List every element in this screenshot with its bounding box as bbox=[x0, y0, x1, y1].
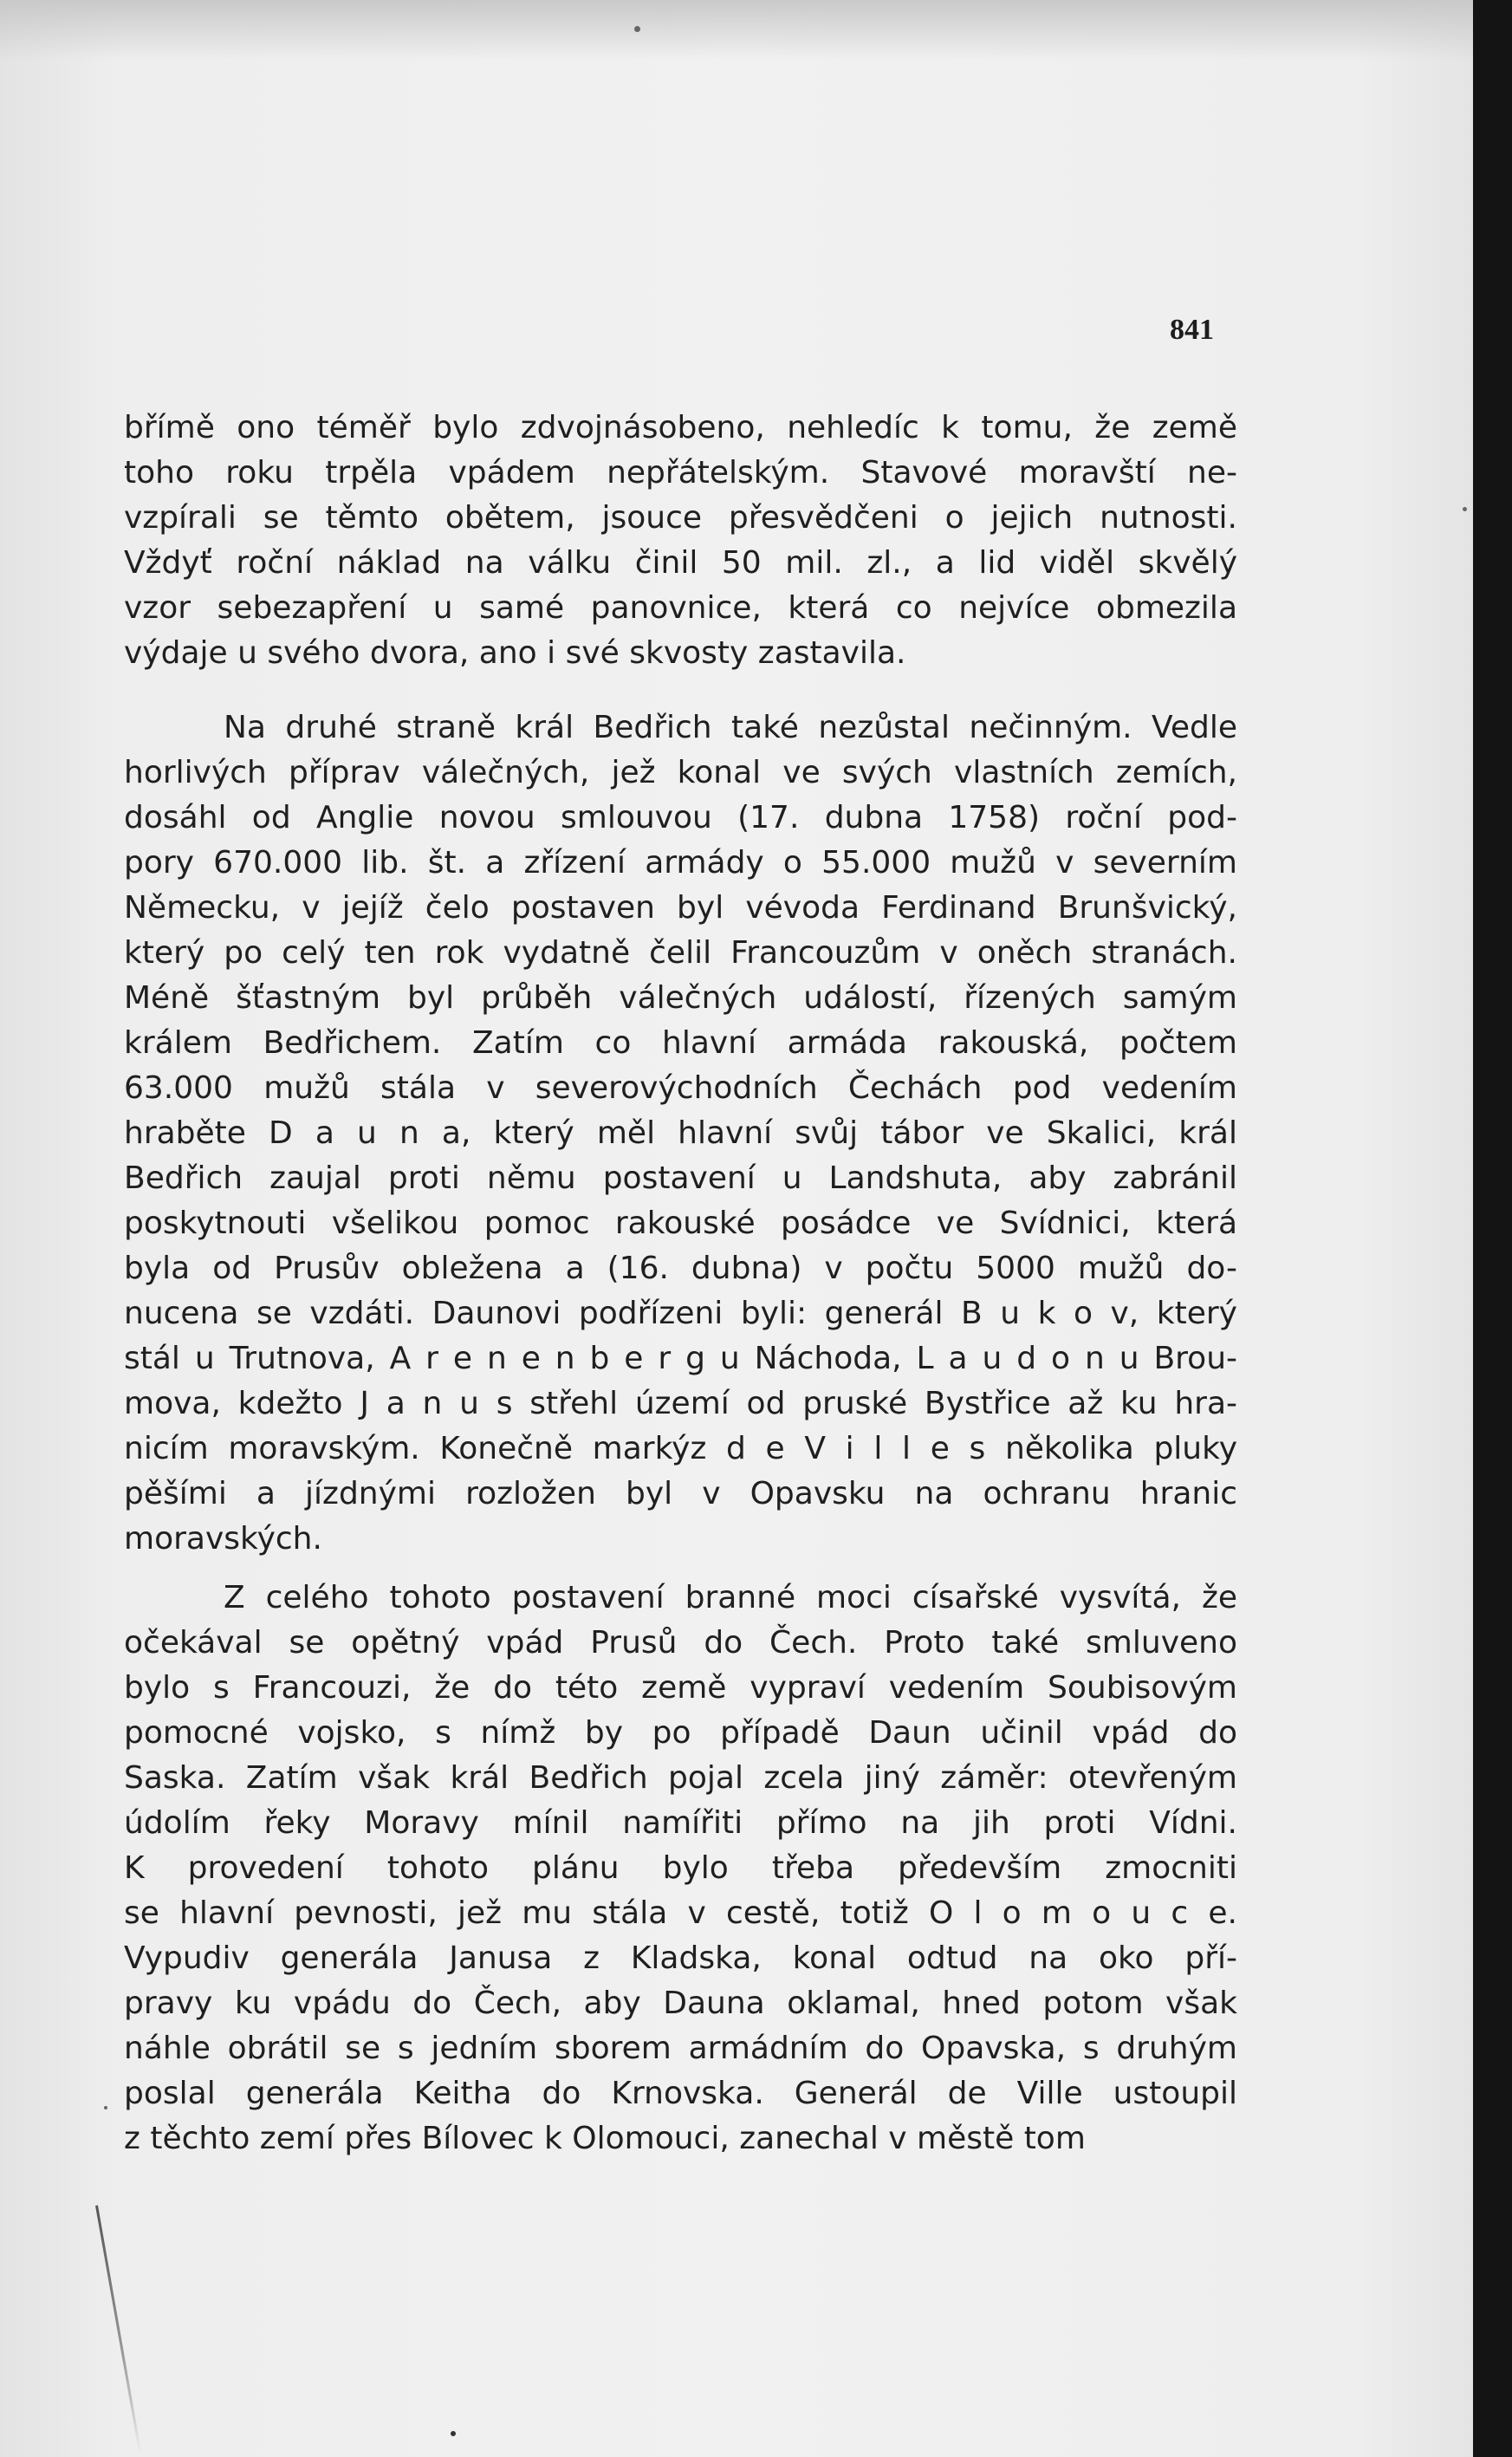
text-line: Německu, v jejíž čelo postaven byl vévoda Ferdinand Brunšvický, bbox=[124, 890, 1237, 926]
text-line: bylo s Francouzi, že do této země vypraví vedením Soubisovým bbox=[124, 1670, 1237, 1706]
text-line: poskytnouti všelikou pomoc rakouské posádce ve Svídnici, která bbox=[124, 1206, 1237, 1241]
scan-top-shadow bbox=[0, 0, 1473, 61]
text-line: pory 670.000 lib. št. a zřízení armády o 55.000 mužů v severním bbox=[124, 845, 1237, 881]
text-line: pomocné vojsko, s nímž by po případě Daun učinil vpád do bbox=[124, 1715, 1237, 1751]
text-line: očekával se opětný vpád Prusů do Čech. Proto také smluveno bbox=[124, 1625, 1237, 1661]
text-line: 63.000 mužů stála v severovýchodních Čechách pod vedením bbox=[124, 1070, 1237, 1106]
text-line: břímě ono téměř bylo zdvojnásobeno, nehledíc k tomu, že země bbox=[124, 410, 1237, 445]
page-number: 841 bbox=[1170, 314, 1214, 346]
text-line: poslal generála Keitha do Krnovska. Generál de Ville ustoupil bbox=[124, 2076, 1237, 2111]
text-line: Saska. Zatím však král Bedřich pojal zcela jiný záměr: otevřeným bbox=[124, 1760, 1237, 1796]
text-line: Z celého tohoto postavení branné moci císařské vysvítá, že bbox=[224, 1580, 1237, 1615]
text-line: nicím moravským. Konečně markýz d e V i l l e s několika pluky bbox=[124, 1431, 1237, 1466]
scan-speck bbox=[104, 2106, 107, 2109]
text-line: mova, kdežto J a n u s střehl území od pruské Bystřice až ku hra- bbox=[124, 1386, 1237, 1421]
text-line: K provedení tohoto plánu bylo třeba především zmocniti bbox=[124, 1850, 1237, 1886]
text-line: toho roku trpěla vpádem nepřátelským. Stavové moravští ne- bbox=[124, 455, 1237, 491]
text-line: Méně šťastným byl průběh válečných událostí, řízených samým bbox=[124, 980, 1237, 1016]
text-line: pěšími a jízdnými rozložen byl v Opavsku na ochranu hranic bbox=[124, 1476, 1237, 1511]
scan-scratch bbox=[95, 2205, 141, 2453]
scan-speck bbox=[634, 26, 640, 32]
text-line: se hlavní pevnosti, jež mu stála v cestě, totiž O l o m o u c e. bbox=[124, 1895, 1237, 1931]
text-line: dosáhl od Anglie novou smlouvou (17. dubna 1758) roční pod- bbox=[124, 800, 1237, 835]
text-line: Vypudiv generála Janusa z Kladska, konal odtud na oko pří- bbox=[124, 1940, 1237, 1976]
text-line: horlivých příprav válečných, jež konal ve svých vlastních zemích, bbox=[124, 755, 1237, 790]
text-line: vzor sebezapření u samé panovnice, která co nejvíce obmezila bbox=[124, 590, 1237, 626]
text-line: moravských. bbox=[124, 1521, 322, 1557]
text-line: Na druhé straně král Bedřich také nezůstal nečinným. Vedle bbox=[224, 710, 1237, 745]
text-line: hraběte D a u n a, který měl hlavní svůj tábor ve Skalici, král bbox=[124, 1115, 1237, 1151]
text-line: z těchto zemí přes Bílovec k Olomouci, zanechal v městě tom bbox=[124, 2121, 1086, 2156]
text-line: stál u Trutnova, A r e n e n b e r g u Náchoda, L a u d o n u Brou- bbox=[124, 1341, 1237, 1376]
text-line: výdaje u svého dvora, ano i své skvosty zastavila. bbox=[124, 635, 906, 671]
text-line: který po celý ten rok vydatně čelil Francouzům v oněch stranách. bbox=[124, 935, 1237, 971]
paragraph-2 bbox=[124, 705, 1237, 1562]
text-line: pravy ku vpádu do Čech, aby Dauna oklamal, hned potom však bbox=[124, 1986, 1237, 2021]
text-line: údolím řeky Moravy mínil namířiti přímo na jih proti Vídni. bbox=[124, 1805, 1237, 1841]
scan-speck bbox=[451, 2431, 456, 2436]
text-line: byla od Prusův obležena a (16. dubna) v počtu 5000 mužů do- bbox=[124, 1251, 1237, 1286]
paragraph-3 bbox=[124, 1576, 1237, 2161]
text-line: nucena se vzdáti. Daunovi podřízeni byli: generál B u k o v, který bbox=[124, 1296, 1237, 1331]
paragraph-1 bbox=[124, 406, 1237, 676]
text-line: Vždyť roční náklad na válku činil 50 mil. zl., a lid viděl skvělý bbox=[124, 545, 1237, 581]
text-line: králem Bedřichem. Zatím co hlavní armáda rakouská, počtem bbox=[124, 1025, 1237, 1061]
text-line: vzpírali se těmto obětem, jsouce přesvědčeni o jejich nutnosti. bbox=[124, 500, 1237, 536]
text-line: náhle obrátil se s jedním sborem armádním do Opavska, s druhým bbox=[124, 2031, 1237, 2066]
scan-border bbox=[1473, 0, 1512, 2457]
text-line: Bedřich zaujal proti němu postavení u Landshuta, aby zabránil bbox=[124, 1160, 1237, 1196]
scan-speck bbox=[1463, 507, 1467, 511]
